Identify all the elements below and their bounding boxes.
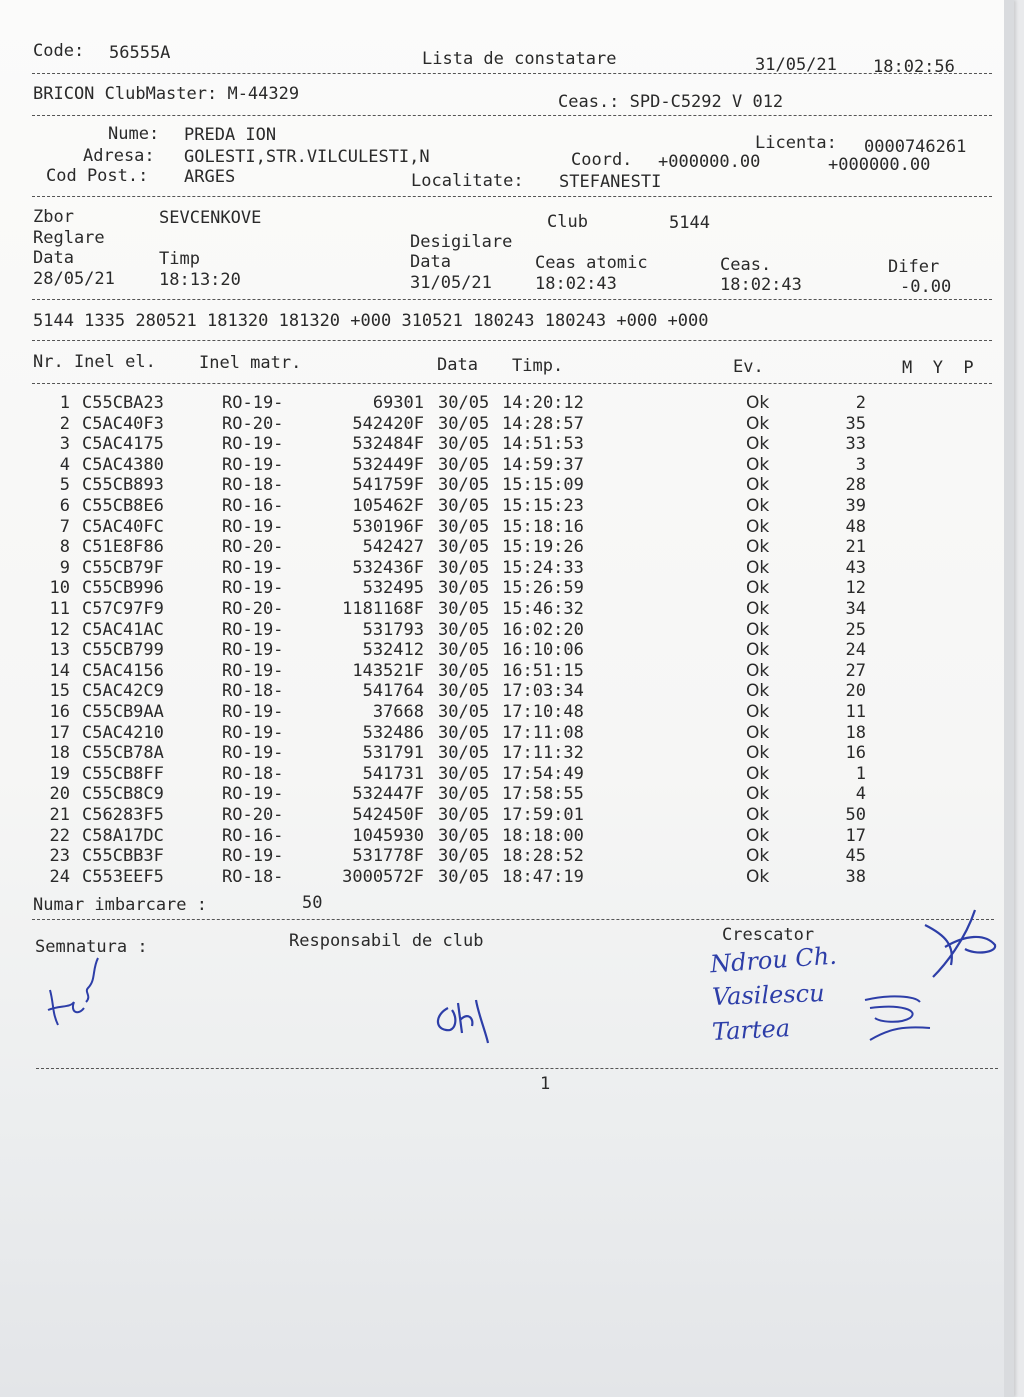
- arrival-time: 17:10:48: [502, 702, 584, 722]
- desigilare-ceas: 18:02:43: [720, 275, 802, 295]
- row-number: 14: [49, 660, 70, 681]
- ring-prefix: RO-18-: [222, 475, 284, 496]
- ring-number: 541731: [362, 763, 424, 784]
- electronic-ring: C51E8F86: [82, 537, 164, 558]
- ring-prefix: RO-20-: [222, 537, 284, 558]
- header-myp: M Y P: [902, 358, 974, 378]
- event-status: Ok: [746, 763, 770, 784]
- row-number: 15: [49, 681, 70, 702]
- page-number: 1: [540, 1074, 551, 1094]
- electronic-ring: C553EEF5: [82, 866, 164, 887]
- position: 38: [845, 866, 866, 887]
- row-number: 7: [59, 516, 70, 537]
- print-date: 31/05/21: [755, 55, 837, 75]
- table-row: [34, 578, 894, 598]
- ring-prefix: RO-19-: [222, 619, 284, 640]
- position: 24: [845, 640, 866, 661]
- arrival-date: 30/05: [438, 578, 490, 599]
- arrival-date: 30/05: [438, 434, 490, 455]
- position: 20: [845, 681, 866, 702]
- ring-prefix: RO-19-: [222, 516, 284, 537]
- separator-line: [32, 340, 992, 341]
- event-status: Ok: [746, 805, 770, 825]
- position: 33: [845, 434, 866, 455]
- arrival-date: 30/05: [438, 743, 490, 764]
- event-status: Ok: [746, 784, 770, 805]
- ring-prefix: RO-19-: [222, 454, 284, 475]
- position: 16: [845, 743, 866, 764]
- ring-number: 532449F: [352, 454, 424, 475]
- row-number: 10: [49, 578, 70, 599]
- arrival-time: 15:15:23: [502, 496, 584, 516]
- event-status: Ok: [746, 702, 770, 722]
- event-status: Ok: [746, 475, 770, 496]
- ring-number: 531778F: [352, 846, 424, 867]
- table-row: [34, 764, 894, 784]
- position: 3: [855, 454, 866, 475]
- row-number: 23: [49, 846, 70, 867]
- arrival-date: 30/05: [438, 660, 490, 681]
- row-number: 12: [49, 619, 70, 640]
- ring-number: 542450F: [352, 805, 424, 825]
- license-label: Licenta:: [755, 133, 837, 153]
- electronic-ring: C57C97F9: [82, 599, 164, 619]
- reglare-timp-label: Timp: [159, 249, 200, 269]
- position: 50: [845, 805, 866, 825]
- arrival-date: 30/05: [438, 619, 490, 640]
- event-status: Ok: [746, 640, 770, 661]
- arrival-date: 30/05: [438, 599, 490, 619]
- desigilare-label: Desigilare: [410, 232, 513, 252]
- row-number: 13: [49, 640, 70, 661]
- code-value: 56555A: [109, 43, 171, 63]
- position: 39: [845, 496, 866, 516]
- event-status: Ok: [746, 454, 770, 475]
- row-number: 6: [59, 496, 70, 516]
- arrival-date: 30/05: [438, 496, 490, 516]
- boarding-count: 50: [302, 893, 323, 913]
- arrival-date: 30/05: [438, 722, 490, 743]
- event-status: Ok: [746, 537, 770, 558]
- separator-line: [32, 196, 992, 197]
- event-status: Ok: [746, 578, 770, 599]
- ring-number: 532484F: [352, 434, 424, 455]
- ring-number: 532412: [362, 640, 424, 661]
- ring-prefix: RO-19-: [222, 578, 284, 599]
- event-status: Ok: [746, 825, 770, 846]
- event-status: Ok: [746, 599, 770, 619]
- electronic-ring: C55CBB3F: [82, 846, 164, 867]
- electronic-ring: C5AC4380: [82, 454, 164, 475]
- coord-label: Coord.: [571, 150, 633, 170]
- position: 11: [845, 702, 866, 722]
- address-label: Adresa:: [83, 146, 155, 166]
- ring-prefix: RO-19-: [222, 660, 284, 681]
- table-row: [34, 599, 894, 619]
- row-number: 3: [59, 434, 70, 455]
- locality-value: STEFANESTI: [559, 172, 662, 192]
- row-number: 18: [49, 743, 70, 764]
- row-number: 19: [49, 763, 70, 784]
- ring-number: 541764: [362, 681, 424, 702]
- electronic-ring: C5AC42C9: [82, 681, 164, 702]
- table-row: [34, 558, 894, 578]
- arrival-time: 16:10:06: [502, 640, 584, 661]
- reglare-date: 28/05/21: [33, 269, 115, 289]
- ring-number: 1045930: [352, 825, 424, 846]
- ring-prefix: RO-16-: [222, 496, 284, 516]
- table-row: [34, 784, 894, 804]
- table-row: [34, 661, 894, 681]
- event-status: Ok: [746, 393, 770, 413]
- ring-number: 69301: [372, 393, 424, 413]
- electronic-ring: C55CBA23: [82, 393, 164, 413]
- ring-prefix: RO-19-: [222, 702, 284, 722]
- desigilare-atomic: 18:02:43: [535, 274, 617, 294]
- arrival-date: 30/05: [438, 393, 490, 413]
- table-row: [34, 723, 894, 743]
- ring-prefix: RO-19-: [222, 846, 284, 867]
- table-row: [34, 434, 894, 454]
- table-row: [34, 620, 894, 640]
- row-number: 9: [59, 557, 70, 578]
- postal-value: ARGES: [184, 167, 236, 187]
- electronic-ring: C55CB799: [82, 640, 164, 661]
- event-status: Ok: [746, 619, 770, 640]
- electronic-ring: C5AC40FC: [82, 516, 164, 537]
- arrival-time: 17:58:55: [502, 784, 584, 805]
- ring-prefix: RO-19-: [222, 557, 284, 578]
- ring-number: 3000572F: [342, 866, 424, 887]
- table-row: [34, 517, 894, 537]
- ring-prefix: RO-19-: [222, 722, 284, 743]
- row-number: 20: [49, 784, 70, 805]
- signature-label: Semnatura :: [35, 937, 148, 957]
- position: 21: [845, 537, 866, 558]
- owner-name: PREDA ION: [184, 125, 277, 145]
- arrival-time: 18:18:00: [502, 825, 584, 846]
- arrival-date: 30/05: [438, 825, 490, 846]
- event-status: Ok: [746, 496, 770, 516]
- reglare-label: Reglare: [33, 228, 105, 248]
- zbor-label: Zbor: [33, 207, 74, 227]
- ring-number: 531791: [362, 743, 424, 764]
- arrival-time: 15:15:09: [502, 475, 584, 496]
- position: 28: [845, 475, 866, 496]
- electronic-ring: C55CB79F: [82, 557, 164, 578]
- row-number: 4: [59, 454, 70, 475]
- position: 4: [855, 784, 866, 805]
- ring-prefix: RO-20-: [222, 599, 284, 619]
- row-number: 21: [49, 805, 70, 825]
- arrival-time: 17:11:32: [502, 743, 584, 764]
- arrival-date: 30/05: [438, 537, 490, 558]
- electronic-ring: C5AC41AC: [82, 619, 164, 640]
- arrival-time: 14:51:53: [502, 434, 584, 455]
- position: 48: [845, 516, 866, 537]
- event-status: Ok: [746, 516, 770, 537]
- arrival-time: 15:19:26: [502, 537, 584, 558]
- desigilare-data-label: Data: [410, 252, 451, 272]
- ring-prefix: RO-18-: [222, 866, 284, 887]
- ring-number: 532447F: [352, 784, 424, 805]
- ring-number: 1181168F: [342, 599, 424, 619]
- license-number: 0000746261: [864, 137, 967, 157]
- separator-line: [32, 115, 992, 116]
- arrival-date: 30/05: [438, 805, 490, 825]
- arrival-time: 14:28:57: [502, 413, 584, 434]
- ring-prefix: RO-19-: [222, 784, 284, 805]
- event-status: Ok: [746, 846, 770, 867]
- table-row: [34, 640, 894, 660]
- club-number: 5144: [669, 213, 710, 233]
- table-row: [34, 846, 894, 866]
- handwritten-initials: [860, 988, 940, 1048]
- ring-number: 542427: [362, 537, 424, 558]
- ring-number: 532495: [362, 578, 424, 599]
- ring-number: 37668: [372, 702, 424, 722]
- table-row: [34, 455, 894, 475]
- separator-line: [32, 383, 992, 384]
- row-number: 2: [59, 413, 70, 434]
- arrival-date: 30/05: [438, 763, 490, 784]
- difer-value: -0.00: [900, 277, 952, 297]
- handwritten-name-3: Tartea: [711, 1013, 791, 1047]
- ceas-label: Ceas.: [720, 255, 772, 275]
- electronic-ring: C5AC40F3: [82, 413, 164, 434]
- arrival-date: 30/05: [438, 784, 490, 805]
- arrival-date: 30/05: [438, 454, 490, 475]
- electronic-ring: C55CB9AA: [82, 702, 164, 722]
- table-row: [34, 867, 894, 887]
- arrival-time: 15:46:32: [502, 599, 584, 619]
- arrival-date: 30/05: [438, 640, 490, 661]
- ring-number: 531793: [362, 619, 424, 640]
- electronic-ring: C5AC4156: [82, 660, 164, 681]
- arrival-date: 30/05: [438, 702, 490, 722]
- header-timp: Timp.: [512, 356, 564, 376]
- position: 12: [845, 578, 866, 599]
- arrival-time: 17:03:34: [502, 681, 584, 702]
- ring-prefix: RO-18-: [222, 763, 284, 784]
- position: 27: [845, 660, 866, 681]
- code-label: Code:: [33, 41, 85, 61]
- position: 34: [845, 599, 866, 619]
- event-status: Ok: [746, 413, 770, 434]
- row-number: 1: [59, 393, 70, 413]
- position: 35: [845, 413, 866, 434]
- arrival-time: 15:26:59: [502, 578, 584, 599]
- desigilare-date: 31/05/21: [410, 273, 492, 293]
- table-row: [34, 702, 894, 722]
- code-line: 5144 1335 280521 181320 181320 +000 310521 180243 180243 +000 +000: [33, 311, 709, 331]
- arrival-time: 18:28:52: [502, 846, 584, 867]
- boarding-label: Numar imbarcare :: [33, 895, 207, 915]
- handwritten-name-2: Vasilescu: [711, 979, 825, 1011]
- arrival-date: 30/05: [438, 413, 490, 434]
- signature-scribble: [40, 950, 120, 1035]
- club-responsible-signature: [428, 988, 498, 1048]
- event-status: Ok: [746, 557, 770, 578]
- electronic-ring: C55CB8FF: [82, 763, 164, 784]
- event-status: Ok: [746, 743, 770, 764]
- ring-prefix: RO-19-: [222, 434, 284, 455]
- row-number: 22: [49, 825, 70, 846]
- document-title: Lista de constatare: [422, 49, 617, 69]
- ring-number: 532486: [362, 722, 424, 743]
- electronic-ring: C5AC4175: [82, 434, 164, 455]
- table-row: [34, 805, 894, 825]
- atomic-label: Ceas atomic: [535, 253, 648, 273]
- owner-address: GOLESTI,STR.VILCULESTI,N: [184, 147, 430, 167]
- club-responsible-label: Responsabil de club: [289, 931, 484, 951]
- position: 2: [855, 393, 866, 413]
- page-edge: [1004, 0, 1014, 1397]
- arrival-time: 17:54:49: [502, 763, 584, 784]
- reglare-time: 18:13:20: [159, 270, 241, 290]
- ring-prefix: RO-20-: [222, 413, 284, 434]
- header-data: Data: [437, 355, 478, 375]
- coord-y: +000000.00: [828, 155, 931, 175]
- separator-line: [32, 919, 994, 920]
- row-number: 24: [49, 866, 70, 887]
- arrival-time: 16:51:15: [502, 660, 584, 681]
- ring-prefix: RO-19-: [222, 640, 284, 661]
- zbor-value: SEVCENKOVE: [159, 208, 262, 228]
- event-status: Ok: [746, 434, 770, 455]
- device-model: BRICON ClubMaster: M-44329: [33, 84, 300, 104]
- row-number: 17: [49, 722, 70, 743]
- table-row: [34, 681, 894, 701]
- breeder-signature-mark: [915, 905, 1005, 985]
- ring-prefix: RO-19-: [222, 393, 284, 413]
- clock-id: Ceas.: SPD-C5292 V 012: [558, 92, 784, 112]
- postal-label: Cod Post.:: [46, 166, 149, 186]
- row-number: 11: [49, 599, 70, 619]
- arrival-time: 17:59:01: [502, 805, 584, 825]
- arrival-time: 16:02:20: [502, 619, 584, 640]
- table-row: [34, 475, 894, 495]
- electronic-ring: C55CB893: [82, 475, 164, 496]
- arrival-date: 30/05: [438, 866, 490, 887]
- ring-prefix: RO-16-: [222, 825, 284, 846]
- header-inel-matr: Inel matr.: [199, 353, 302, 373]
- table-row: [34, 393, 894, 413]
- arrival-date: 30/05: [438, 516, 490, 537]
- electronic-ring: C55CB996: [82, 578, 164, 599]
- arrival-date: 30/05: [438, 846, 490, 867]
- arrival-date: 30/05: [438, 681, 490, 702]
- electronic-ring: C5AC4210: [82, 722, 164, 743]
- table-row: [34, 826, 894, 846]
- position: 43: [845, 557, 866, 578]
- print-time: 18:02:56: [873, 57, 955, 77]
- arrival-time: 15:24:33: [502, 557, 584, 578]
- separator-line: [32, 299, 992, 300]
- breeder-label: Crescator: [722, 925, 815, 945]
- row-number: 5: [59, 475, 70, 496]
- electronic-ring: C55CB78A: [82, 743, 164, 764]
- arrival-date: 30/05: [438, 475, 490, 496]
- ring-number: 530196F: [352, 516, 424, 537]
- ring-prefix: RO-19-: [222, 743, 284, 764]
- handwritten-name-1: Ndrou Ch.: [709, 941, 838, 979]
- separator-line: [36, 1068, 998, 1069]
- club-label: Club: [547, 212, 588, 232]
- ring-number: 532436F: [352, 557, 424, 578]
- event-status: Ok: [746, 681, 770, 702]
- arrival-time: 18:47:19: [502, 866, 584, 887]
- separator-line: [32, 73, 992, 74]
- ring-prefix: RO-18-: [222, 681, 284, 702]
- position: 1: [855, 763, 866, 784]
- name-label: Nume:: [108, 124, 160, 144]
- arrival-date: 30/05: [438, 557, 490, 578]
- row-number: 16: [49, 702, 70, 722]
- electronic-ring: C58A17DC: [82, 825, 164, 846]
- table-row: [34, 537, 894, 557]
- ring-number: 541759F: [352, 475, 424, 496]
- table-row: [34, 743, 894, 763]
- header-ev: Ev.: [733, 357, 764, 377]
- position: 45: [845, 846, 866, 867]
- arrival-time: 14:20:12: [502, 393, 584, 413]
- ring-number: 542420F: [352, 413, 424, 434]
- table-row: [34, 496, 894, 516]
- header-nr-inel-el: Nr. Inel el.: [33, 352, 156, 372]
- arrival-time: 14:59:37: [502, 454, 584, 475]
- event-status: Ok: [746, 722, 770, 743]
- arrival-time: 17:11:08: [502, 722, 584, 743]
- position: 17: [845, 825, 866, 846]
- ring-number: 143521F: [352, 660, 424, 681]
- ring-number: 105462F: [352, 496, 424, 516]
- locality-label: Localitate:: [411, 171, 524, 191]
- electronic-ring: C55CB8C9: [82, 784, 164, 805]
- position: 18: [845, 722, 866, 743]
- arrival-time: 15:18:16: [502, 516, 584, 537]
- difer-label: Difer: [888, 257, 940, 277]
- row-number: 8: [59, 537, 70, 558]
- reglare-data-label: Data: [33, 248, 74, 268]
- coord-x: +000000.00: [658, 152, 761, 172]
- electronic-ring: C56283F5: [82, 805, 164, 825]
- table-row: [34, 414, 894, 434]
- event-status: Ok: [746, 660, 770, 681]
- ring-prefix: RO-20-: [222, 805, 284, 825]
- event-status: Ok: [746, 866, 770, 887]
- electronic-ring: C55CB8E6: [82, 496, 164, 516]
- position: 25: [845, 619, 866, 640]
